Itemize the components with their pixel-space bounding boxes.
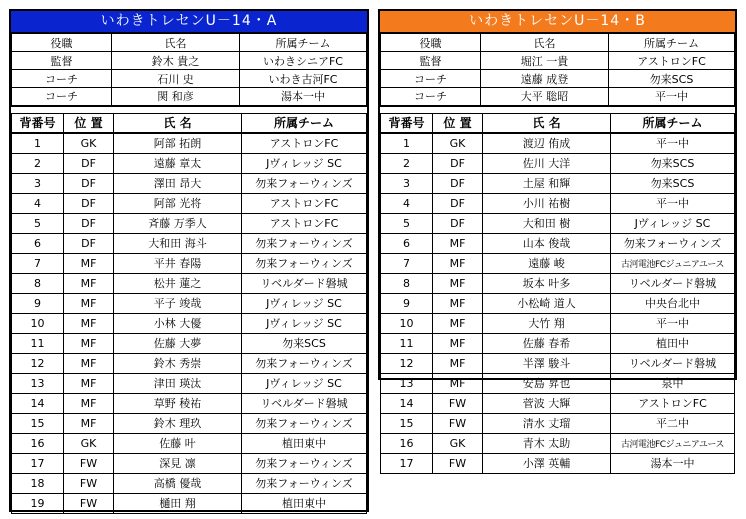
player-number: 1 [381, 133, 433, 153]
player-position: MF [64, 413, 114, 433]
player-team: 平一中 [611, 133, 735, 153]
table-row [12, 133, 367, 153]
player-number: 14 [381, 393, 433, 413]
table-row [12, 193, 367, 213]
player-number: 13 [381, 373, 433, 393]
player-team: 勿来フォーウィンズ [242, 453, 367, 473]
player-name: 鈴木 秀崇 [114, 353, 242, 373]
player-number: 17 [12, 453, 64, 473]
table-row [381, 253, 735, 273]
table-row [12, 413, 367, 433]
staff-header-name: 氏名 [481, 34, 609, 52]
table-row [381, 313, 735, 333]
player-team: リベルダード磐城 [611, 353, 735, 373]
player-header-team: 所属チーム [611, 113, 735, 133]
player-number: 9 [381, 293, 433, 313]
table-row [12, 293, 367, 313]
player-number: 4 [381, 193, 433, 213]
table-row [381, 333, 735, 353]
table-row [12, 353, 367, 373]
player-position: MF [433, 253, 483, 273]
player-team: Jヴィレッジ SC [242, 373, 367, 393]
staff-name: 堀江 一貴 [481, 52, 609, 70]
table-row [381, 393, 735, 413]
player-position: FW [433, 413, 483, 433]
player-team: 勿来フォーウィンズ [611, 233, 735, 253]
player-position: DF [64, 233, 114, 253]
player-position: MF [64, 353, 114, 373]
player-number: 16 [12, 433, 64, 453]
player-team: 中央台北中 [611, 293, 735, 313]
table-row [12, 233, 367, 253]
player-position: GK [433, 433, 483, 453]
team-b-staff-table [380, 33, 735, 107]
staff-role: コーチ [12, 70, 112, 88]
staff-header-name: 氏名 [112, 34, 240, 52]
player-name: 小川 祐樹 [483, 193, 611, 213]
staff-name: 大平 聡昭 [481, 88, 609, 106]
player-team: 古河電池FCジュニアユース [611, 253, 735, 273]
team-a-staff-table [11, 33, 367, 107]
player-name: 津田 瑛汰 [114, 373, 242, 393]
player-team: リベルダード磐城 [611, 273, 735, 293]
player-name: 大和田 樹 [483, 213, 611, 233]
player-name: 清水 丈瑠 [483, 413, 611, 433]
player-position: MF [433, 293, 483, 313]
player-team: 植田東中 [242, 433, 367, 453]
player-name: 澤田 昂大 [114, 173, 242, 193]
player-number: 18 [12, 473, 64, 493]
player-team: 勿来フォーウィンズ [242, 473, 367, 493]
table-row [12, 333, 367, 353]
player-name: 菅波 大輝 [483, 393, 611, 413]
player-team: アストロンFC [242, 193, 367, 213]
player-team: 古河電池FCジュニアユース [611, 433, 735, 453]
player-name: 大竹 翔 [483, 313, 611, 333]
player-position: DF [433, 153, 483, 173]
player-name: 斉藤 万季人 [114, 213, 242, 233]
team-b-player-body [381, 133, 735, 473]
player-header-position: 位 置 [64, 113, 114, 133]
team-b-player-table [380, 113, 735, 474]
player-position: DF [433, 193, 483, 213]
player-number: 12 [381, 353, 433, 373]
table-row [12, 273, 367, 293]
staff-name: 石川 史 [112, 70, 240, 88]
table-row [381, 173, 735, 193]
player-name: 土屋 和輝 [483, 173, 611, 193]
player-name: 阿部 光将 [114, 193, 242, 213]
player-team: アストロンFC [611, 393, 735, 413]
table-row [381, 293, 735, 313]
team-b-staff-body [381, 52, 735, 106]
player-number: 11 [381, 333, 433, 353]
player-number: 5 [381, 213, 433, 233]
table-row [12, 473, 367, 493]
table-row [381, 373, 735, 393]
player-number: 2 [381, 153, 433, 173]
player-number: 12 [12, 353, 64, 373]
player-header-team: 所属チーム [242, 113, 367, 133]
player-team: Jヴィレッジ SC [242, 313, 367, 333]
player-name: 阿部 拓朗 [114, 133, 242, 153]
player-team: 勿来フォーウィンズ [242, 173, 367, 193]
player-name: 樋田 翔 [114, 493, 242, 513]
player-name: 小松崎 道人 [483, 293, 611, 313]
player-team: Jヴィレッジ SC [242, 293, 367, 313]
player-team: アストロンFC [242, 213, 367, 233]
player-position: DF [64, 193, 114, 213]
player-name: 高橋 優哉 [114, 473, 242, 493]
player-team: 泉中 [611, 373, 735, 393]
table-row [12, 433, 367, 453]
player-team: リベルダード磐城 [242, 273, 367, 293]
player-position: MF [433, 373, 483, 393]
player-position: DF [64, 173, 114, 193]
player-header-number: 背番号 [12, 113, 64, 133]
player-team: 勿来フォーウィンズ [242, 233, 367, 253]
team-a-staff-body [12, 52, 367, 106]
staff-role: コーチ [12, 88, 112, 106]
player-name: 渡辺 侑成 [483, 133, 611, 153]
player-position: FW [433, 453, 483, 473]
player-team: 勿来フォーウィンズ [242, 253, 367, 273]
staff-role: コーチ [381, 88, 481, 106]
staff-team: アストロンFC [609, 52, 735, 70]
player-number: 17 [381, 453, 433, 473]
player-position: MF [64, 393, 114, 413]
player-position: MF [433, 333, 483, 353]
player-team: 平一中 [611, 313, 735, 333]
player-team: リベルダード磐城 [242, 393, 367, 413]
staff-team: 湯本一中 [240, 88, 367, 106]
player-name: 佐藤 叶 [114, 433, 242, 453]
player-number: 6 [12, 233, 64, 253]
player-position: MF [433, 233, 483, 253]
staff-team: 勿来SCS [609, 70, 735, 88]
player-position: MF [64, 273, 114, 293]
table-row [12, 153, 367, 173]
table-row [12, 313, 367, 333]
player-team: Jヴィレッジ SC [242, 153, 367, 173]
player-name: 鈴木 理玖 [114, 413, 242, 433]
player-position: MF [64, 333, 114, 353]
player-name: 遠藤 章太 [114, 153, 242, 173]
table-row [381, 413, 735, 433]
team-a-title: いわきトレセンU－14・A [11, 11, 367, 33]
team-a-player-body [12, 133, 367, 513]
staff-team: いわき古河FC [240, 70, 367, 88]
player-number: 9 [12, 293, 64, 313]
table-row [381, 233, 735, 253]
player-position: MF [433, 353, 483, 373]
player-position: FW [433, 393, 483, 413]
table-row [12, 493, 367, 513]
player-number: 19 [12, 493, 64, 513]
player-position: DF [433, 213, 483, 233]
player-position: FW [64, 453, 114, 473]
player-number: 8 [381, 273, 433, 293]
table-row [381, 433, 735, 453]
player-number: 16 [381, 433, 433, 453]
player-position: MF [433, 313, 483, 333]
player-header-position: 位 置 [433, 113, 483, 133]
player-name: 草野 稜祐 [114, 393, 242, 413]
staff-name: 遠藤 成登 [481, 70, 609, 88]
player-number: 7 [381, 253, 433, 273]
player-name: 平子 竣哉 [114, 293, 242, 313]
player-position: DF [433, 173, 483, 193]
table-row [12, 373, 367, 393]
player-position: FW [64, 473, 114, 493]
player-name: 佐藤 大夢 [114, 333, 242, 353]
staff-row [12, 52, 367, 70]
table-row [12, 393, 367, 413]
staff-row [381, 70, 735, 88]
staff-role: コーチ [381, 70, 481, 88]
staff-row [381, 52, 735, 70]
staff-header-team: 所属チーム [240, 34, 367, 52]
player-name: 佐藤 春希 [483, 333, 611, 353]
player-team: アストロンFC [242, 133, 367, 153]
table-row [12, 213, 367, 233]
player-position: DF [64, 213, 114, 233]
player-position: GK [433, 133, 483, 153]
player-number: 15 [381, 413, 433, 433]
player-name: 山本 俊哉 [483, 233, 611, 253]
player-number: 1 [12, 133, 64, 153]
table-row [381, 213, 735, 233]
player-team: 湯本一中 [611, 453, 735, 473]
player-team: 植田中 [611, 333, 735, 353]
staff-row [381, 88, 735, 106]
player-name: 小林 大優 [114, 313, 242, 333]
table-row [381, 453, 735, 473]
player-number: 5 [12, 213, 64, 233]
player-name: 小澤 英輔 [483, 453, 611, 473]
table-row [381, 353, 735, 373]
player-number: 15 [12, 413, 64, 433]
player-number: 4 [12, 193, 64, 213]
player-number: 7 [12, 253, 64, 273]
player-position: MF [64, 373, 114, 393]
team-b-title: いわきトレセンU－14・B [380, 11, 735, 33]
player-name: 坂本 叶多 [483, 273, 611, 293]
player-name: 佐川 大洋 [483, 153, 611, 173]
player-name: 平井 春陽 [114, 253, 242, 273]
staff-name: 関 和彦 [112, 88, 240, 106]
player-position: MF [64, 253, 114, 273]
player-name: 松井 蓮之 [114, 273, 242, 293]
player-team: 勿来フォーウィンズ [242, 413, 367, 433]
table-row [12, 253, 367, 273]
table-row [12, 453, 367, 473]
player-position: MF [64, 313, 114, 333]
player-number: 11 [12, 333, 64, 353]
table-row [12, 173, 367, 193]
player-number: 2 [12, 153, 64, 173]
player-number: 3 [12, 173, 64, 193]
player-team: 平一中 [611, 193, 735, 213]
table-row [381, 273, 735, 293]
player-number: 10 [381, 313, 433, 333]
player-team: 勿来SCS [611, 153, 735, 173]
player-position: GK [64, 433, 114, 453]
player-name: 安島 昇也 [483, 373, 611, 393]
player-team: Jヴィレッジ SC [611, 213, 735, 233]
staff-row [12, 70, 367, 88]
player-position: MF [433, 273, 483, 293]
staff-role: 監督 [381, 52, 481, 70]
team-a-player-table [11, 113, 367, 514]
team-a-roster [9, 9, 369, 512]
player-header-name: 氏 名 [114, 113, 242, 133]
staff-team: いわきシニアFC [240, 52, 367, 70]
player-team: 平二中 [611, 413, 735, 433]
player-position: FW [64, 493, 114, 513]
player-header-name: 氏 名 [483, 113, 611, 133]
staff-header-team: 所属チーム [609, 34, 735, 52]
player-team: 勿来フォーウィンズ [242, 353, 367, 373]
staff-name: 鈴木 貴之 [112, 52, 240, 70]
player-name: 遠藤 峻 [483, 253, 611, 273]
staff-team: 平一中 [609, 88, 735, 106]
player-name: 青木 太助 [483, 433, 611, 453]
player-number: 8 [12, 273, 64, 293]
player-team: 勿来SCS [611, 173, 735, 193]
player-number: 3 [381, 173, 433, 193]
player-name: 半澤 駿斗 [483, 353, 611, 373]
player-number: 6 [381, 233, 433, 253]
player-number: 14 [12, 393, 64, 413]
player-number: 13 [12, 373, 64, 393]
player-team: 植田東中 [242, 493, 367, 513]
player-header-number: 背番号 [381, 113, 433, 133]
player-position: DF [64, 153, 114, 173]
player-team: 勿来SCS [242, 333, 367, 353]
player-name: 深見 凛 [114, 453, 242, 473]
player-number: 10 [12, 313, 64, 333]
staff-row [12, 88, 367, 106]
table-row [381, 193, 735, 213]
staff-header-role: 役職 [381, 34, 481, 52]
player-name: 大和田 海斗 [114, 233, 242, 253]
player-position: GK [64, 133, 114, 153]
staff-header-role: 役職 [12, 34, 112, 52]
table-row [381, 133, 735, 153]
table-row [381, 153, 735, 173]
team-b-roster [378, 9, 737, 470]
staff-role: 監督 [12, 52, 112, 70]
player-position: MF [64, 293, 114, 313]
